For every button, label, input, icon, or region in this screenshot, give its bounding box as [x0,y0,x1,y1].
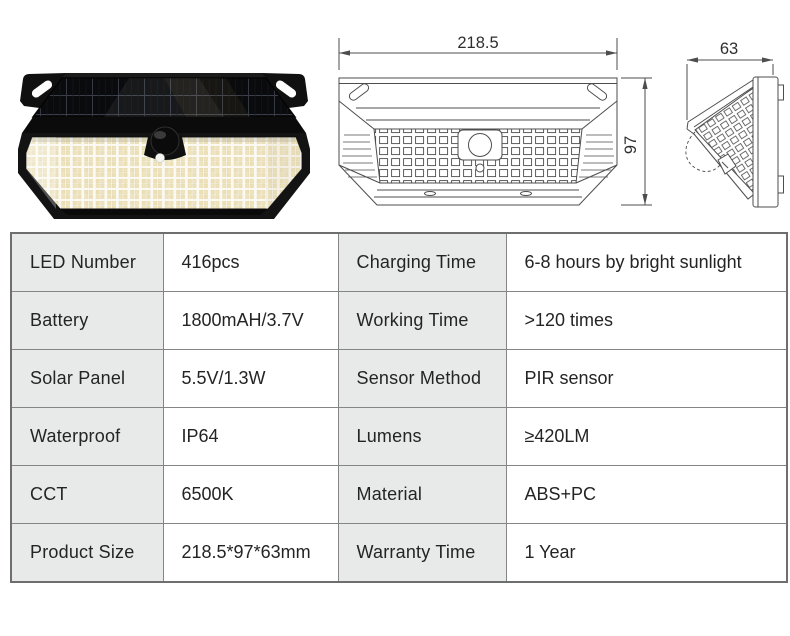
spec-row [11,524,787,583]
bottom-lip [60,209,268,215]
height-dimension-label: 97 [622,135,640,155]
spec-label: Waterproof [11,408,163,466]
spec-value: >120 times [506,292,787,350]
spec-label: Warranty Time [338,524,506,583]
spec-label: LED Number [11,233,163,292]
spec-row [11,466,787,524]
spec-label: Product Size [11,524,163,583]
product-photo [14,57,314,225]
spec-row [11,233,787,292]
spec-label: Lumens [338,408,506,466]
spec-value: 5.5V/1.3W [163,350,338,408]
indicator-dot [156,154,165,163]
spec-value: 6500K [163,466,338,524]
depth-dimension-label: 63 [719,40,739,58]
spec-value: 1800mAH/3.7V [163,292,338,350]
spec-label: Charging Time [338,233,506,292]
spec-value: ≥420LM [506,408,787,466]
width-dimension-label: 218.5 [457,34,499,52]
spec-value: ABS+PC [506,466,787,524]
spec-row [11,292,787,350]
sensor-gloss [154,131,166,139]
spec-value: PIR sensor [506,350,787,408]
spec-value: IP64 [163,408,338,466]
led-face-side [695,88,753,192]
front-view-drawing [330,25,660,215]
spec-value: 218.5*97*63mm [163,524,338,583]
spec-label: Working Time [338,292,506,350]
spec-value: 6-8 hours by bright sunlight [506,233,787,292]
spec-label: Material [338,466,506,524]
spec-row [11,408,787,466]
spec-row [11,350,787,408]
spec-table [10,232,788,583]
spec-label: Battery [11,292,163,350]
spec-value: 416pcs [163,233,338,292]
wall-plate [753,77,778,207]
spec-label: Sensor Method [338,350,506,408]
spec-label: Solar Panel [11,350,163,408]
side-view-drawing [668,28,790,223]
spec-value: 1 Year [506,524,787,583]
spec-label: CCT [11,466,163,524]
